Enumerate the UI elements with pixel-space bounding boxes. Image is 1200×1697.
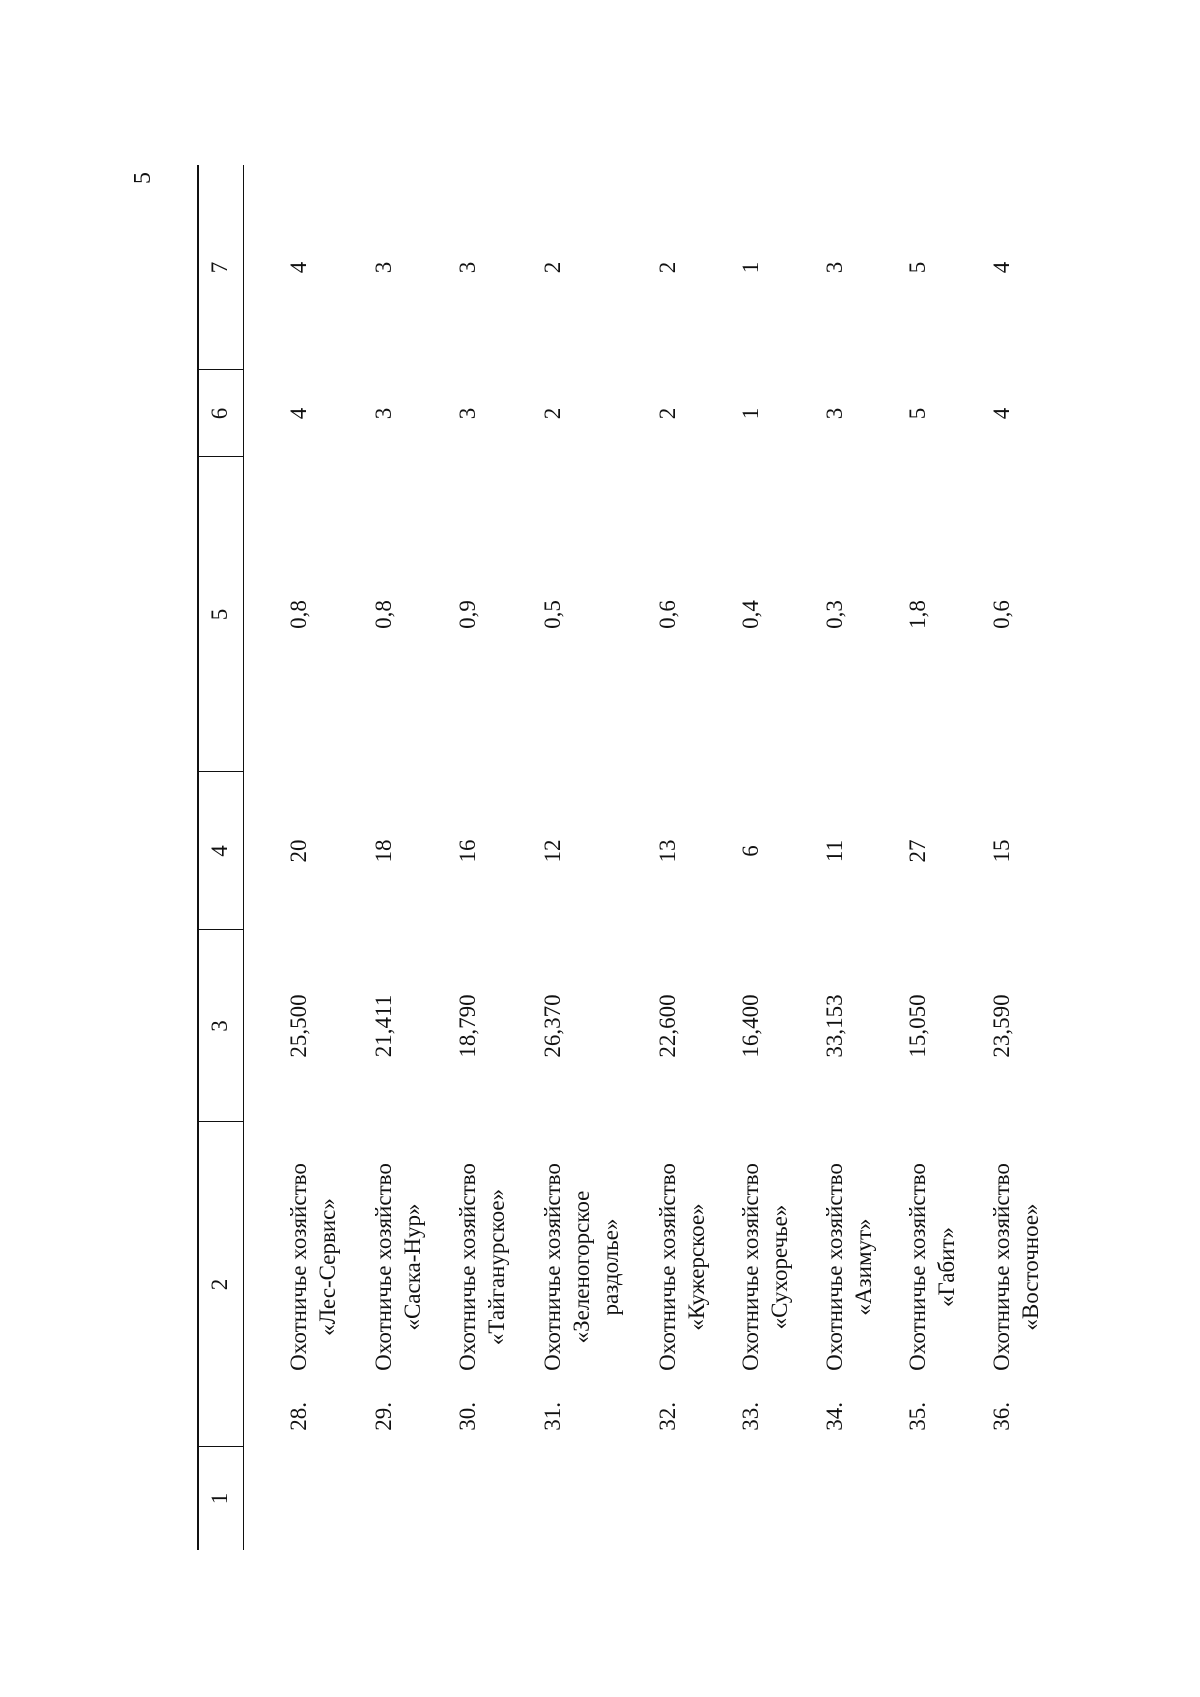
cell-c3: 23,590 — [989, 994, 1014, 1058]
row-name-line: Охотничье хозяйство — [905, 1163, 930, 1371]
row-number: 36. — [989, 1402, 1014, 1431]
cell-c5: 0,6 — [655, 600, 680, 629]
cell-c5: 0,5 — [540, 600, 565, 629]
row-name-line: Охотничье хозяйство — [655, 1163, 680, 1371]
cell-c6: 2 — [655, 407, 680, 420]
cell-c6: 3 — [455, 407, 480, 420]
cell-c6: 3 — [371, 407, 396, 420]
row-name-line: Охотничье хозяйство — [371, 1163, 396, 1371]
row-name — [987, 1142, 1045, 1392]
cell-c4: 16 — [455, 839, 480, 863]
header-col-3: 3 — [207, 1020, 232, 1032]
header-col-4: 4 — [207, 845, 232, 857]
row-name — [453, 1142, 511, 1392]
row-name — [736, 1142, 794, 1392]
row-name-line: «Габит» — [934, 1227, 959, 1307]
row-name-line: Охотничье хозяйство — [738, 1163, 763, 1371]
row-name-line: Охотничье хозяйство — [989, 1163, 1014, 1371]
row-name — [369, 1142, 427, 1392]
row-number: 29. — [371, 1402, 396, 1431]
header-col-1: 1 — [207, 1492, 232, 1505]
row-name-line: Охотничье хозяйство — [286, 1163, 311, 1371]
row-name-line: «Сухоречье» — [767, 1204, 792, 1330]
cell-c6: 5 — [905, 407, 930, 420]
row-name-line: «Зеленогорское — [569, 1190, 594, 1344]
row-number: 31. — [540, 1402, 565, 1431]
cell-c3: 16,400 — [738, 994, 763, 1058]
row-name — [538, 1142, 625, 1392]
header-col-7: 7 — [207, 261, 232, 274]
cell-c7: 4 — [989, 261, 1014, 274]
row-name-line: «Тайганурское» — [484, 1188, 509, 1346]
row-name-line: раздолье» — [598, 1218, 623, 1316]
cell-c3: 21,411 — [371, 994, 396, 1058]
cell-c7: 4 — [286, 261, 311, 274]
row-name — [820, 1142, 878, 1392]
row-name-line: «Восточное» — [1018, 1203, 1043, 1331]
cell-c4: 11 — [822, 839, 847, 863]
cell-c4: 27 — [905, 839, 930, 863]
cell-c6: 4 — [989, 407, 1014, 420]
row-name-line: Охотничье хозяйство — [822, 1163, 847, 1371]
cell-c6: 4 — [286, 407, 311, 420]
cell-c3: 33,153 — [822, 994, 847, 1058]
cell-c7: 1 — [738, 261, 763, 274]
row-number: 33. — [738, 1402, 763, 1431]
cell-c5: 0,3 — [822, 600, 847, 629]
row-name — [903, 1142, 961, 1392]
row-name-line: Охотничье хозяйство — [540, 1163, 565, 1371]
cell-c7: 2 — [655, 261, 680, 274]
cell-c3: 22,600 — [655, 994, 680, 1058]
cell-c5: 0,4 — [738, 600, 763, 629]
row-number: 28. — [286, 1402, 311, 1431]
cell-c4: 6 — [738, 845, 763, 857]
cell-c5: 0,6 — [989, 600, 1014, 629]
row-name — [284, 1142, 342, 1392]
page-number: 5 — [130, 172, 156, 184]
cell-c4: 20 — [286, 839, 311, 863]
row-name-line: Охотничье хозяйство — [455, 1163, 480, 1371]
row-number: 35. — [905, 1402, 930, 1431]
cell-c4: 15 — [989, 839, 1014, 863]
cell-c5: 0,8 — [286, 600, 311, 629]
cell-c4: 18 — [371, 839, 396, 863]
cell-c7: 2 — [540, 261, 565, 274]
cell-c6: 2 — [540, 407, 565, 420]
cell-c6: 1 — [738, 407, 763, 420]
cell-c7: 3 — [455, 261, 480, 274]
cell-c3: 25,500 — [286, 994, 311, 1058]
cell-c4: 13 — [655, 839, 680, 863]
cell-c4: 12 — [540, 839, 565, 863]
cell-c7: 3 — [822, 261, 847, 274]
row-name — [653, 1142, 711, 1392]
table-header-rule — [243, 165, 244, 1550]
row-name-line: «Лес-Сервис» — [315, 1198, 340, 1336]
cell-c5: 1,8 — [905, 600, 930, 629]
cell-c5: 0,9 — [455, 600, 480, 629]
row-number: 30. — [455, 1402, 480, 1431]
row-number: 34. — [822, 1402, 847, 1431]
cell-c3: 15,050 — [905, 994, 930, 1058]
cell-c6: 3 — [822, 407, 847, 420]
row-name-line: «Саска-Нур» — [400, 1203, 425, 1331]
row-name-line: «Азимут» — [851, 1218, 876, 1316]
header-col-2: 2 — [207, 1278, 232, 1291]
cell-c7: 5 — [905, 261, 930, 274]
header-col-6: 6 — [207, 407, 232, 420]
row-name-line: «Кужерское» — [684, 1203, 709, 1331]
cell-c5: 0,8 — [371, 600, 396, 629]
header-col-5: 5 — [207, 608, 232, 621]
cell-c3: 26,370 — [540, 994, 565, 1058]
cell-c7: 3 — [371, 261, 396, 274]
row-number: 32. — [655, 1402, 680, 1431]
cell-c3: 18,790 — [455, 994, 480, 1058]
